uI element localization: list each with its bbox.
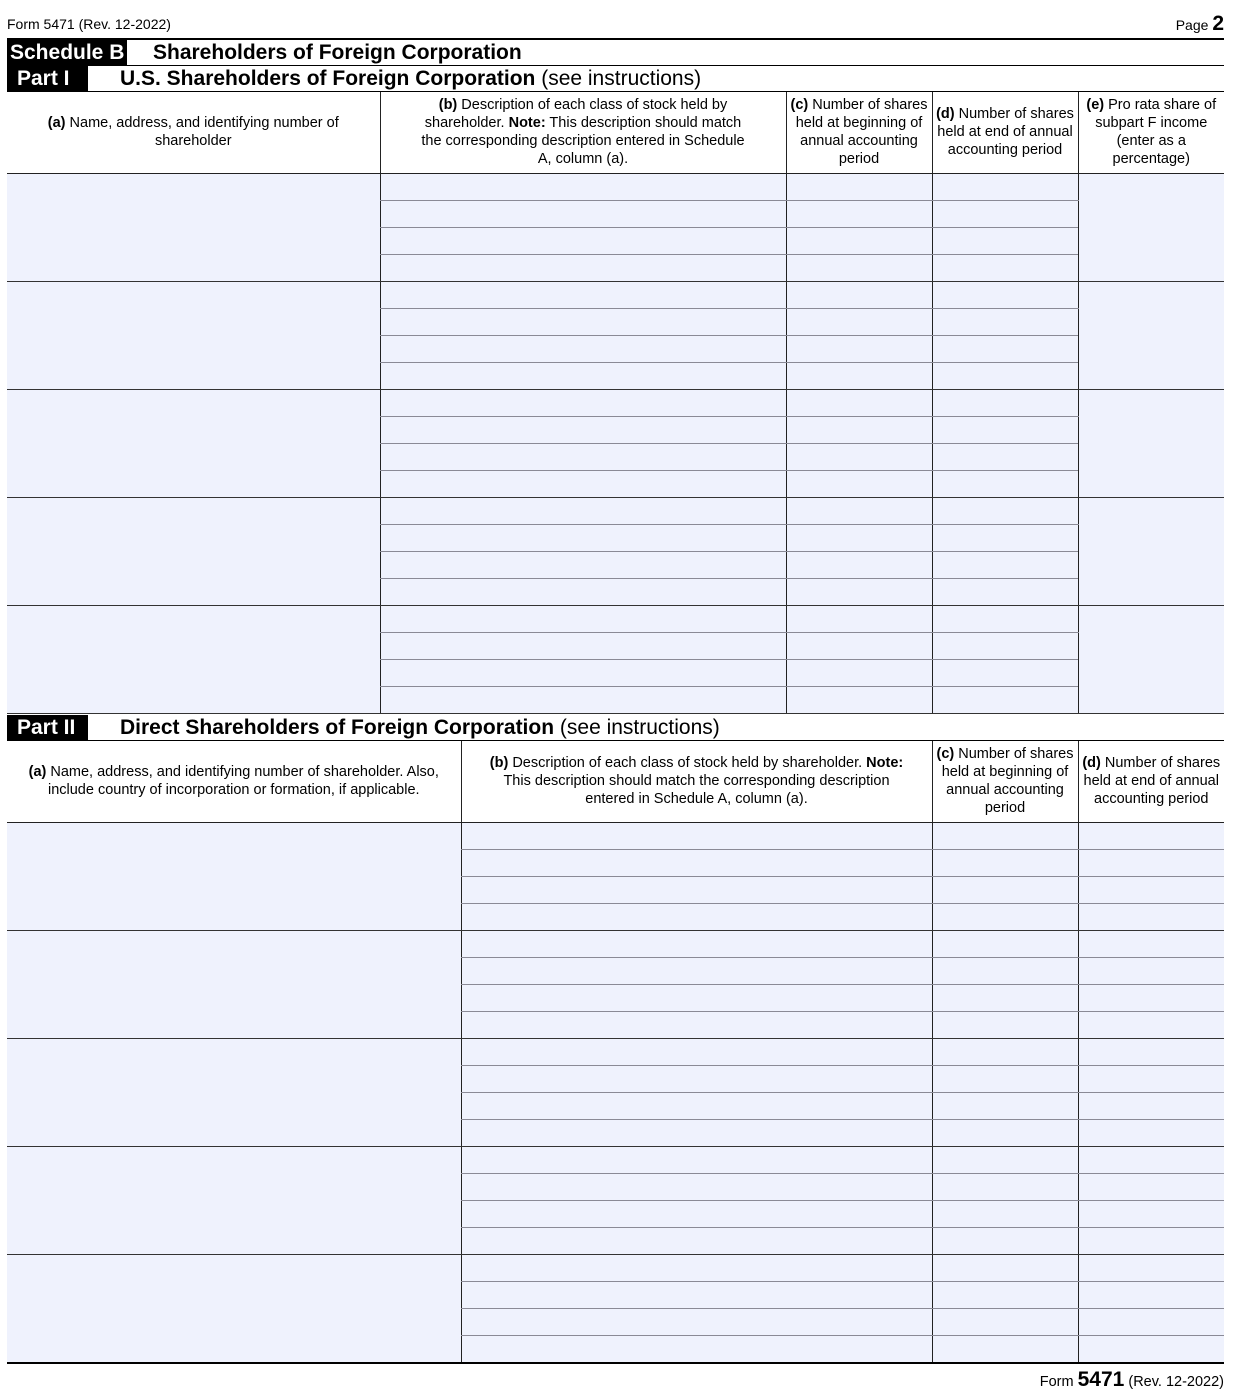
stock-class-description-field[interactable] <box>380 200 786 227</box>
shares-beginning-field[interactable] <box>786 659 932 686</box>
form-id: Form 5471 (Rev. 12-2022) <box>7 16 171 32</box>
part1-col-b-header <box>380 92 786 173</box>
pro-rata-share-field[interactable] <box>1078 605 1224 713</box>
part2-table <box>7 741 1224 1363</box>
stock-class-description-field[interactable] <box>461 1254 932 1281</box>
stock-class-description-field[interactable] <box>461 876 932 903</box>
stock-class-description-field[interactable] <box>461 1146 932 1173</box>
shares-beginning-field[interactable] <box>932 1011 1078 1038</box>
part2-col-b-header <box>461 741 932 822</box>
part1-col-c-header <box>786 92 932 173</box>
shares-beginning-field[interactable] <box>932 1038 1078 1065</box>
part1-rows <box>7 173 1224 713</box>
shares-end-field[interactable] <box>932 605 1078 632</box>
shares-beginning-field[interactable] <box>932 984 1078 1011</box>
pro-rata-share-field[interactable] <box>1078 281 1224 389</box>
table-row <box>7 1038 1224 1065</box>
col-text: Name, address, and identifying number of shareholder. Also, include country of incorporation or formation, if applicable. <box>46 764 439 799</box>
shares-end-field[interactable] <box>932 659 1078 686</box>
stock-class-description-field[interactable] <box>380 389 786 416</box>
table-row <box>7 497 1224 524</box>
shares-beginning-field[interactable] <box>786 443 932 470</box>
shares-end-field[interactable] <box>1078 903 1224 930</box>
shares-beginning-field[interactable] <box>932 1065 1078 1092</box>
part2-header-row <box>7 741 1224 822</box>
shares-end-field[interactable] <box>932 686 1078 713</box>
shares-beginning-field[interactable] <box>786 524 932 551</box>
shares-end-field[interactable] <box>932 227 1078 254</box>
shares-beginning-field[interactable] <box>932 957 1078 984</box>
stock-class-description-field[interactable] <box>380 632 786 659</box>
part1-title-bold: U.S. Shareholders of Foreign Corporation <box>120 67 536 90</box>
part2-rows <box>7 822 1224 1362</box>
shares-beginning-field[interactable] <box>932 1335 1078 1362</box>
part2-title <box>120 715 720 740</box>
stock-class-description-field[interactable] <box>380 524 786 551</box>
part1-header-row <box>7 92 1224 173</box>
pro-rata-share-field[interactable] <box>1078 173 1224 281</box>
shares-beginning-field[interactable] <box>786 416 932 443</box>
stock-class-description-field[interactable] <box>461 1200 932 1227</box>
shares-end-field[interactable] <box>932 254 1078 281</box>
col-note-text: This description should match the corresponding description entered in Schedule A, column (a). <box>421 115 745 168</box>
stock-class-description-field[interactable] <box>380 686 786 713</box>
schedule-label: Schedule B <box>7 40 127 65</box>
direct-shareholder-name-field[interactable] <box>7 1254 461 1362</box>
shares-end-field[interactable] <box>932 524 1078 551</box>
part1-col-d-header <box>932 92 1078 173</box>
shares-beginning-field[interactable] <box>786 254 932 281</box>
shares-beginning-field[interactable] <box>932 1119 1078 1146</box>
page-number <box>1176 12 1224 36</box>
col-text: Description of each class of stock held by shareholder. <box>424 97 728 132</box>
shares-end-field[interactable] <box>1078 1065 1224 1092</box>
shares-end-field[interactable] <box>1078 1254 1224 1281</box>
stock-class-description-field[interactable] <box>461 1011 932 1038</box>
schedule-title: Shareholders of Foreign Corporation <box>153 41 522 64</box>
shares-end-field[interactable] <box>932 308 1078 335</box>
shares-end-field[interactable] <box>932 281 1078 308</box>
col-text: Number of shares held at beginning of annual accounting period <box>795 97 928 168</box>
shares-end-field[interactable] <box>932 497 1078 524</box>
part1-label: Part I <box>7 66 88 91</box>
footer-form-id <box>1040 1368 1224 1392</box>
stock-class-description-field[interactable] <box>380 281 786 308</box>
col-letter: (b) <box>489 755 509 772</box>
shares-beginning-field[interactable] <box>932 1308 1078 1335</box>
shares-end-field[interactable] <box>1078 1011 1224 1038</box>
shares-beginning-field[interactable] <box>932 1281 1078 1308</box>
stock-class-description-field[interactable] <box>380 470 786 497</box>
col-note-label: Note: <box>866 755 904 772</box>
col-text: Number of shares held at end of annual accounting period <box>937 106 1074 159</box>
shares-beginning-field[interactable] <box>786 281 932 308</box>
shares-end-field[interactable] <box>1078 984 1224 1011</box>
shares-beginning-field[interactable] <box>786 578 932 605</box>
table-row <box>7 822 1224 849</box>
col-letter: (a) <box>28 764 47 781</box>
col-letter: (b) <box>438 97 458 114</box>
shares-beginning-field[interactable] <box>932 1227 1078 1254</box>
table-row <box>7 389 1224 416</box>
part1-table <box>7 92 1224 714</box>
col-letter: (d) <box>936 106 955 123</box>
shares-beginning-field[interactable] <box>786 200 932 227</box>
part1-title-note: (see instructions) <box>535 67 702 90</box>
stock-class-description-field[interactable] <box>461 1065 932 1092</box>
page-number-value: 2 <box>1212 12 1224 35</box>
part2-header <box>7 715 1224 741</box>
part2-title-bold: Direct Shareholders of Foreign Corporation <box>120 716 555 739</box>
table-row <box>7 1146 1224 1173</box>
shares-beginning-field[interactable] <box>786 686 932 713</box>
page-header <box>7 14 1224 40</box>
shares-beginning-field[interactable] <box>932 1200 1078 1227</box>
stock-class-description-field[interactable] <box>461 1092 932 1119</box>
col-note-text: This description should match the corresponding description entered in Schedule A, column (a). <box>503 773 890 808</box>
shareholder-name-field[interactable] <box>7 389 380 497</box>
stock-class-description-field[interactable] <box>461 957 932 984</box>
stock-class-description-field[interactable] <box>380 254 786 281</box>
shareholder-name-field[interactable] <box>7 497 380 605</box>
shares-end-field[interactable] <box>932 389 1078 416</box>
shares-end-field[interactable] <box>932 578 1078 605</box>
shares-end-field[interactable] <box>932 173 1078 200</box>
shareholder-name-field[interactable] <box>7 173 380 281</box>
col-letter: (e) <box>1086 97 1105 114</box>
shares-beginning-field[interactable] <box>786 227 932 254</box>
stock-class-description-field[interactable] <box>380 173 786 200</box>
col-text: Number of shares held at end of annual accounting period <box>1083 755 1221 808</box>
shares-end-field[interactable] <box>932 362 1078 389</box>
shares-beginning-field[interactable] <box>786 632 932 659</box>
shares-end-field[interactable] <box>1078 1281 1224 1308</box>
stock-class-description-field[interactable] <box>461 1119 932 1146</box>
pro-rata-share-field[interactable] <box>1078 389 1224 497</box>
stock-class-description-field[interactable] <box>461 849 932 876</box>
shares-end-field[interactable] <box>1078 930 1224 957</box>
shares-beginning-field[interactable] <box>786 389 932 416</box>
pro-rata-share-field[interactable] <box>1078 497 1224 605</box>
shares-beginning-field[interactable] <box>786 605 932 632</box>
part2-label: Part II <box>7 715 88 740</box>
shares-end-field[interactable] <box>1078 876 1224 903</box>
shares-end-field[interactable] <box>1078 1173 1224 1200</box>
part2-col-a-header <box>7 741 461 822</box>
shares-beginning-field[interactable] <box>932 1254 1078 1281</box>
table-row <box>7 1254 1224 1281</box>
stock-class-description-field[interactable] <box>380 605 786 632</box>
stock-class-description-field[interactable] <box>461 1227 932 1254</box>
shareholder-name-field[interactable] <box>7 605 380 713</box>
shares-end-field[interactable] <box>1078 849 1224 876</box>
shares-beginning-field[interactable] <box>932 822 1078 849</box>
shares-end-field[interactable] <box>1078 1038 1224 1065</box>
table-row <box>7 605 1224 632</box>
shares-beginning-field[interactable] <box>786 497 932 524</box>
direct-shareholder-name-field[interactable] <box>7 930 461 1038</box>
schedule-header <box>7 40 1224 66</box>
shares-end-field[interactable] <box>1078 1308 1224 1335</box>
stock-class-description-field[interactable] <box>461 903 932 930</box>
shares-end-field[interactable] <box>1078 822 1224 849</box>
shares-beginning-field[interactable] <box>786 470 932 497</box>
direct-shareholder-name-field[interactable] <box>7 822 461 930</box>
stock-class-description-field[interactable] <box>380 659 786 686</box>
shares-end-field[interactable] <box>1078 1146 1224 1173</box>
stock-class-description-field[interactable] <box>461 1335 932 1362</box>
part1-header <box>7 66 1224 92</box>
footer-revision: (Rev. 12-2022) <box>1128 1374 1224 1390</box>
shares-beginning-field[interactable] <box>932 1173 1078 1200</box>
stock-class-description-field[interactable] <box>461 930 932 957</box>
shares-end-field[interactable] <box>932 335 1078 362</box>
stock-class-description-field[interactable] <box>461 1308 932 1335</box>
shares-beginning-field[interactable] <box>786 335 932 362</box>
shares-end-field[interactable] <box>1078 957 1224 984</box>
shares-beginning-field[interactable] <box>932 1146 1078 1173</box>
stock-class-description-field[interactable] <box>461 1173 932 1200</box>
shares-end-field[interactable] <box>932 551 1078 578</box>
stock-class-description-field[interactable] <box>380 497 786 524</box>
shares-end-field[interactable] <box>932 443 1078 470</box>
col-letter: (a) <box>47 115 66 132</box>
footer-form-number: 5471 <box>1077 1368 1125 1391</box>
shareholder-name-field[interactable] <box>7 281 380 389</box>
col-text: Number of shares held at beginning of annual accounting period <box>941 746 1074 817</box>
table-row <box>7 173 1224 200</box>
stock-class-description-field[interactable] <box>380 443 786 470</box>
col-letter: (c) <box>790 97 809 114</box>
col-text: Name, address, and identifying number of shareholder <box>65 115 339 150</box>
part1-title <box>120 66 701 91</box>
part2-title-note: (see instructions) <box>554 716 720 739</box>
part2-col-d-header <box>1078 741 1224 822</box>
shares-beginning-field[interactable] <box>786 551 932 578</box>
shares-end-field[interactable] <box>932 416 1078 443</box>
stock-class-description-field[interactable] <box>380 578 786 605</box>
shares-beginning-field[interactable] <box>932 930 1078 957</box>
stock-class-description-field[interactable] <box>380 416 786 443</box>
direct-shareholder-name-field[interactable] <box>7 1146 461 1254</box>
part1-col-e-header <box>1078 92 1224 173</box>
shares-beginning-field[interactable] <box>932 876 1078 903</box>
shares-end-field[interactable] <box>1078 1335 1224 1362</box>
shares-beginning-field[interactable] <box>932 903 1078 930</box>
col-letter: (d) <box>1082 755 1101 772</box>
col-text: Pro rata share of subpart F income (enter as a percentage) <box>1095 97 1217 168</box>
shares-beginning-field[interactable] <box>786 308 932 335</box>
page-label: Page <box>1175 17 1209 33</box>
page-footer <box>7 1362 1224 1391</box>
stock-class-description-field[interactable] <box>380 335 786 362</box>
shares-end-field[interactable] <box>1078 1227 1224 1254</box>
col-note-label: Note: <box>508 115 546 132</box>
table-row <box>7 281 1224 308</box>
direct-shareholder-name-field[interactable] <box>7 1038 461 1146</box>
part2-col-c-header <box>932 741 1078 822</box>
stock-class-description-field[interactable] <box>380 362 786 389</box>
stock-class-description-field[interactable] <box>380 551 786 578</box>
col-text: Description of each class of stock held by shareholder. <box>508 755 867 772</box>
table-row <box>7 930 1224 957</box>
shares-end-field[interactable] <box>1078 1119 1224 1146</box>
stock-class-description-field[interactable] <box>461 984 932 1011</box>
shares-end-field[interactable] <box>932 200 1078 227</box>
footer-form-word: Form <box>1039 1374 1074 1390</box>
shares-end-field[interactable] <box>932 632 1078 659</box>
part1-col-a-header <box>7 92 380 173</box>
shares-beginning-field[interactable] <box>932 1092 1078 1119</box>
shares-end-field[interactable] <box>932 470 1078 497</box>
shares-beginning-field[interactable] <box>786 173 932 200</box>
col-letter: (c) <box>936 746 955 763</box>
stock-class-description-field[interactable] <box>380 308 786 335</box>
shares-beginning-field[interactable] <box>932 849 1078 876</box>
stock-class-description-field[interactable] <box>461 1281 932 1308</box>
shares-end-field[interactable] <box>1078 1200 1224 1227</box>
shares-end-field[interactable] <box>1078 1092 1224 1119</box>
stock-class-description-field[interactable] <box>380 227 786 254</box>
stock-class-description-field[interactable] <box>461 1038 932 1065</box>
shares-beginning-field[interactable] <box>786 362 932 389</box>
stock-class-description-field[interactable] <box>461 822 932 849</box>
